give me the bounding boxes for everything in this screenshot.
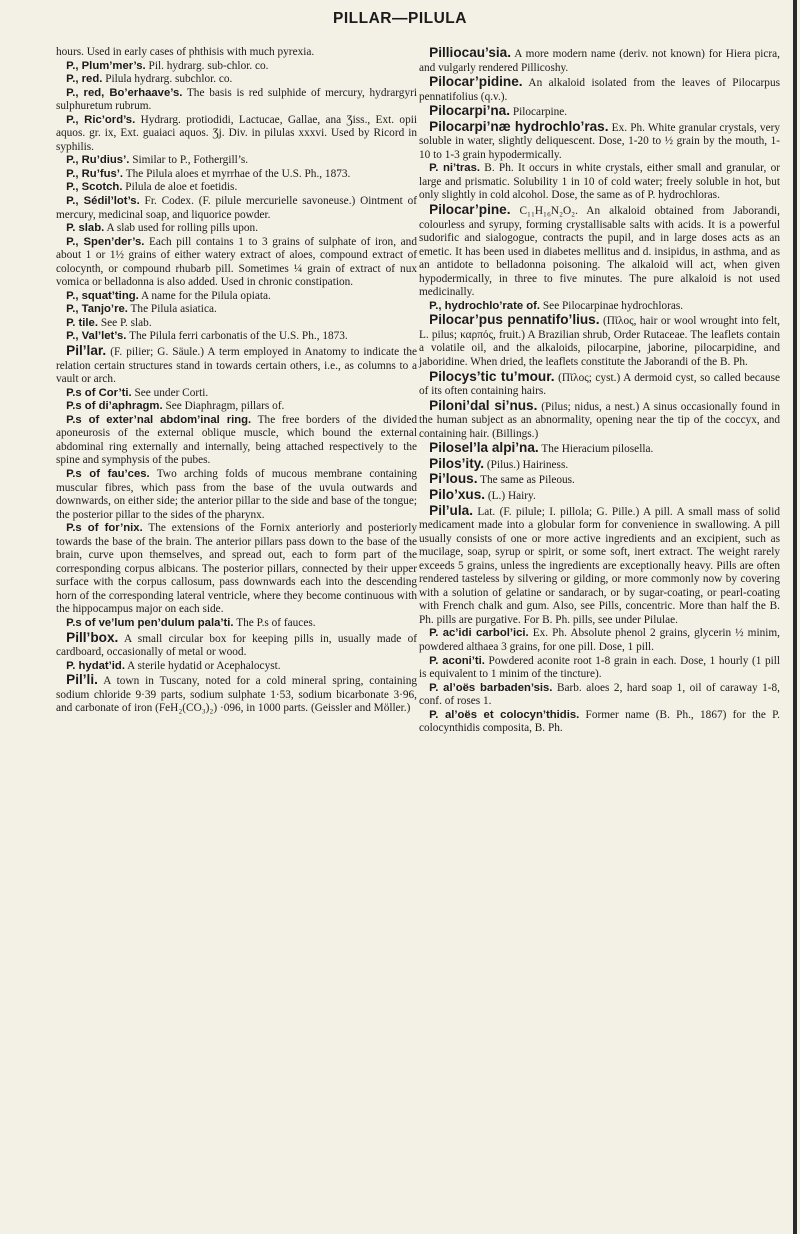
dictionary-entry: [56, 400, 417, 414]
entry-headword: Pilocarpi’na.: [429, 103, 510, 119]
entry-definition: See Diaphragm, pillars of.: [165, 400, 285, 413]
left-column: [56, 46, 417, 716]
entry-definition: (Πῖλος, hair or wool wrought into felt, L. pilus; καρπός, fruit.) A Brazilian shrub, Order Rutaceae. The leaflets contain a volatile oil, and the alkaloids, pilocarpine, jaborine, pilocarpidine, and jaboridine. When dried, the leaflets constitute the Jaborandi of the B. Ph.: [419, 315, 780, 369]
entry-headword: P., Scotch.: [66, 181, 123, 194]
entry-headword: P. al’oës et colocyn’thidis.: [429, 708, 580, 721]
entry-headword: Pilo’xus.: [429, 486, 486, 502]
dictionary-entry: [419, 162, 780, 203]
entry-definition: A sterile hydatid or Acephalocyst.: [127, 659, 281, 672]
entry-definition: Pilocarpine.: [512, 106, 568, 119]
dictionary-entry: [419, 682, 780, 709]
dictionary-entry: [56, 631, 417, 660]
entry-headword: P., Spen’der’s.: [66, 235, 145, 248]
dictionary-entry: [56, 660, 417, 674]
entry-definition: Lat. (F. pilule; I. pillola; G. Pille.) A pill. A small mass of solid medicament made into a globular form for convenience in swallowing. A pill usually consists of one or more active ingredients and an excipient, such as mucilage, soap, syrup or spirit, or some soft, inert extract. The weight rarely exceeds 5 grains, unless the ingredients are exceptionally heavy. Pills are often rendered tasteless by silvering or gilding, or more commonly now by covering with a solution of gelatine or sandarach, or by sugar-coating, or pearl-coating with French chalk and gum. Also, see Pills, concentric. More than half the B. Ph. pills are purgative. For B. Ph. pills, see under Pilulae.: [419, 505, 780, 626]
dictionary-entry: [56, 303, 417, 317]
entry-definition: (Πῖλος; cyst.) A dermoid cyst, so called because of its often containing hairs.: [419, 371, 781, 398]
entry-headword: P., red, Bo’erhaave’s.: [66, 86, 183, 99]
entry-definition: C₁₁H₁₆N₂O₂. An alkaloid obtained from Jaborandi, colourless and syrupy, forming crystallisable salts with acids. It is a powerful sudorific and sialogogue, contracts the pupil, and in large doses acts as an emetic. It has been used in diabetes mellitus and d. insipidus, in asthma, and as an antidote to belladonna poisoning. The alkaloid will act, when given hypodermically, in three to five minutes. The pure alkaloid is not used medicinally.: [419, 205, 780, 299]
entry-definition: hours. Used in early cases of phthisis with much pyrexia.: [56, 46, 315, 58]
entry-headword: Pil’li.: [66, 672, 98, 688]
dictionary-entry: [419, 370, 780, 399]
dictionary-entry: [56, 60, 417, 74]
entry-definition: (L.) Hairy.: [487, 489, 536, 502]
entry-headword: Pilocarpi’næ hydrochlo’ras.: [429, 118, 609, 134]
entry-definition: The Hieracium pilosella.: [541, 443, 654, 456]
entry-definition: (F. pilier; G. Säule.) A term employed in Anatomy to indicate the relation certain structures stand in towards certain others, i.e., as columns to a vault or arch.: [56, 346, 418, 386]
entry-definition: The Pilula ferri carbonatis of the U.S. Ph., 1873.: [129, 330, 348, 343]
dictionary-entry: [56, 222, 417, 236]
dictionary-entry: [419, 627, 780, 654]
entry-definition: Each pill contains 1 to 3 grains of sulphate of iron, and about 1 or 1½ grains of either watery extract of aloes, compound extract of colocynth, or compound rhubarb pill. Sometimes ¼ grain of extract of nux vomica or belladonna is also added. Used in chronic constipation.: [56, 235, 417, 289]
entry-headword: Pil’ula.: [429, 502, 473, 518]
entry-headword: P. al’oës barbaden’sis.: [429, 681, 553, 694]
entry-definition: B. Ph. It occurs in white crystals, either small and granular, or large and prismatic. Solubility 1 in 10 of cold water; freely soluble in hot, but only slightly in cold alcohol. Dose, the same as of P. hydrochloras.: [419, 162, 780, 202]
entry-definition: Pilula de aloe et foetidis.: [125, 181, 238, 194]
entry-headword: Pilocys’tic tu’mour.: [429, 368, 555, 384]
dictionary-entry: [419, 120, 780, 163]
entry-definition: Similar to P., Fothergill’s.: [132, 154, 249, 167]
entry-definition: Ex. Ph. White granular crystals, very soluble in water, slightly deliquescent. Dose, 1-20 to ½ grain by the mouth, 1-10 to 1-3 grain hypodermically.: [419, 121, 780, 161]
entry-definition: Pilula hydrarg. subchlor. co.: [105, 73, 233, 86]
dictionary-entry: [419, 313, 780, 369]
entry-definition: The basis is red sulphide of mercury, hydrargyri sulphuretum rubrum.: [56, 86, 418, 113]
entry-headword: P.s of ve’lum pen’dulum pala’ti.: [66, 616, 234, 629]
dictionary-entry: [419, 472, 780, 488]
dictionary-entry: [419, 488, 780, 504]
entry-headword: Pilos’ity.: [429, 455, 485, 471]
dictionary-entry: [56, 617, 417, 631]
entry-headword: P., Tanjo’re.: [66, 303, 128, 316]
dictionary-entry: [419, 46, 780, 75]
entry-definition: A small circular box for keeping pills in, usually made of cardboard, occasionally of metal or wood.: [56, 632, 417, 659]
dictionary-entry: [56, 87, 417, 114]
entry-headword: P., Ru’fus’.: [66, 167, 124, 180]
dictionary-entry: [56, 168, 417, 182]
entry-definition: (Pilus; nidus, a nest.) A sinus occasionally found in the human subject as an abnormality, opening near the tip of the coccyx, and containing hair. (Billings.): [419, 400, 781, 440]
entry-definition: A slab used for rolling pills upon.: [106, 222, 259, 235]
dictionary-entry: [56, 317, 417, 331]
entry-headword: P., Ric’ord’s.: [66, 113, 136, 126]
entry-headword: Pi’lous.: [429, 471, 478, 487]
entry-headword: P. ac’idi carbol’ici.: [429, 627, 529, 640]
entry-headword: P., red.: [66, 73, 103, 86]
dictionary-entry: [56, 522, 417, 617]
entry-headword: Pilocar’pus pennatifo’lius.: [429, 312, 600, 328]
dictionary-entry: [56, 387, 417, 401]
entry-headword: Pilliocаu’sia.: [429, 45, 512, 60]
entry-definition: The free borders of the divided aponeurosis of the external oblique muscle, which bound the external abdominal ring externally and internally, being attached respectively to the spine and symphysis of the pubes.: [56, 413, 417, 467]
right-column: [419, 46, 780, 736]
dictionary-entry: [419, 504, 780, 628]
dictionary-entry: [419, 457, 780, 473]
entry-definition: A name for the Pilula opiata.: [140, 289, 271, 302]
entry-headword: Piloni’dal si’nus.: [429, 397, 538, 413]
entry-definition: The same as Pileous.: [480, 474, 575, 487]
entry-definition: Pil. hydrarg. sub-chlor. co.: [148, 59, 269, 72]
dictionary-entry: [419, 441, 780, 457]
entry-headword: P., squat’ting.: [66, 289, 139, 302]
dictionary-entry: [419, 203, 780, 300]
entry-definition: Powdered aconite root 1-8 grain in each. Dose, 1 hourly (1 pill is equivalent to 1 minim of the tincture).: [419, 654, 781, 681]
entry-headword: P.s of for’nix.: [66, 522, 143, 535]
entry-definition: See Pilocarpinae hydrochloras.: [542, 299, 684, 312]
dictionary-entry: [419, 300, 780, 314]
dictionary-entry: [56, 414, 417, 468]
entry-definition: The extensions of the Fornix anteriorly and posteriorly towards the base of the brain. The anterior pillars pass down to the base of the brain, curve upon themselves, and spread out, each to form part of the corresponding corpus albicans. The posterior pillars, connected by their upper surface with the corpus callosum, pass downwards each into the descending horn of the corresponding lateral ventricle, where they become continuous with the hippocampus major on each side.: [56, 522, 417, 616]
entry-definition: A more modern name (deriv. not known) for Hiera picra, and vulgarly rendered Pillicoshy.: [419, 48, 781, 74]
entry-headword: P.s of di’aphragm.: [66, 400, 163, 413]
dictionary-entry: [56, 114, 417, 155]
dictionary-entry: [419, 399, 780, 442]
dictionary-entry: [56, 195, 417, 222]
dictionary-entry: [56, 46, 417, 60]
entry-definition: The Pilula asiatica.: [130, 303, 217, 316]
dictionary-entry: [419, 655, 780, 682]
entry-headword: P. hydat’id.: [66, 659, 125, 672]
entry-definition: Fr. Codex. (F. pilule mercurielle savoneuse.) Ointment of mercury, medicinal soap, and liquorice powder.: [56, 195, 417, 221]
dictionary-entry: [419, 709, 780, 736]
entry-definition: Two arching folds of mucous membrane containing muscular fibres, which pass from the base of the uvula outwards and downwards, on either side; the anterior pillar to the side and base of the tongue; the posterior pillar to the sides of the pharynx.: [56, 467, 418, 521]
entry-headword: Pilocar’pine.: [429, 202, 511, 218]
entry-definition: (Pilus.) Hairiness.: [486, 458, 569, 471]
dictionary-entry: [56, 290, 417, 304]
entry-definition: See P. slab.: [100, 316, 152, 329]
dictionary-entry: [56, 673, 417, 716]
entry-headword: P., Ru’dius’.: [66, 154, 130, 167]
entry-definition: Barb. aloes 2, hard soap 1, oil of caraway 1-8, conf. of roses 1.: [419, 681, 780, 708]
entry-headword: P. tile.: [66, 316, 98, 329]
page-edge-rule: [793, 0, 797, 1234]
entry-definition: See under Corti.: [134, 386, 209, 399]
entry-headword: Pil’lar.: [66, 343, 107, 359]
entry-headword: P.s of Cor’ti.: [66, 386, 132, 399]
entry-headword: Pilocar’pidine.: [429, 74, 523, 90]
dictionary-entry: [56, 344, 417, 387]
entry-headword: P., Sédil’lot’s.: [66, 195, 140, 208]
entry-definition: Ex. Ph. Absolute phenol 2 grains, glycerin ½ minim, powdered althaea 3 grains, for one pill. Dose, 1 pill.: [419, 627, 780, 653]
entry-headword: P., Plum’mer’s.: [66, 59, 146, 72]
entry-definition: Former name (B. Ph., 1867) for the P. colocynthidis composita, B. Ph.: [419, 708, 781, 735]
dictionary-entry: [56, 236, 417, 290]
entry-headword: Pilosel’la alpi’na.: [429, 440, 539, 456]
entry-headword: P. ni’tras.: [429, 162, 481, 175]
dictionary-entry: [56, 181, 417, 195]
dictionary-entry: [56, 73, 417, 87]
dictionary-entry: [56, 330, 417, 344]
entry-definition: A town in Tuscany, noted for a cold mineral spring, containing sodium chloride 9·39 parts, sodium sulphate 1·53, sodium bicarbonate 3·96, and carbonate of iron (FeH₂(CO₃)₂) ·096, in 1000 parts. (Geissler and Möller.): [56, 675, 417, 715]
entry-headword: P. aconi’ti.: [429, 654, 485, 667]
entry-headword: Pill’box.: [66, 629, 119, 645]
dictionary-entry: [419, 75, 780, 104]
dictionary-entry: [56, 468, 417, 522]
entry-headword: P., hydrochlo’rate of.: [429, 299, 541, 312]
entry-headword: P. slab.: [66, 222, 105, 235]
entry-headword: P., Val’let’s.: [66, 330, 127, 343]
entry-headword: P.s of fau’ces.: [66, 467, 150, 480]
entry-definition: The Pilula aloes et myrrhae of the U.S. Ph., 1873.: [125, 167, 351, 180]
dictionary-entry: [56, 154, 417, 168]
entry-headword: P.s of exter’nal abdom’inal ring.: [66, 413, 252, 426]
page-header: PILLAR—PILULA: [333, 10, 467, 27]
entry-definition: The P.s of fauces.: [236, 616, 316, 629]
entry-definition: Hydrarg. protiodidi, Lactucae, Gallae, ana Ʒiss., Ext. opii aquos. gr. ix, Ext. guaiaci aquos. Ʒj. Div. in pilulas xxxvi. Used by Ricord in syphilis.: [56, 113, 417, 153]
dictionary-entry: [419, 104, 780, 120]
entry-definition: An alkaloid isolated from the leaves of Pilocarpus pennatifolius (q.v.).: [419, 77, 780, 103]
